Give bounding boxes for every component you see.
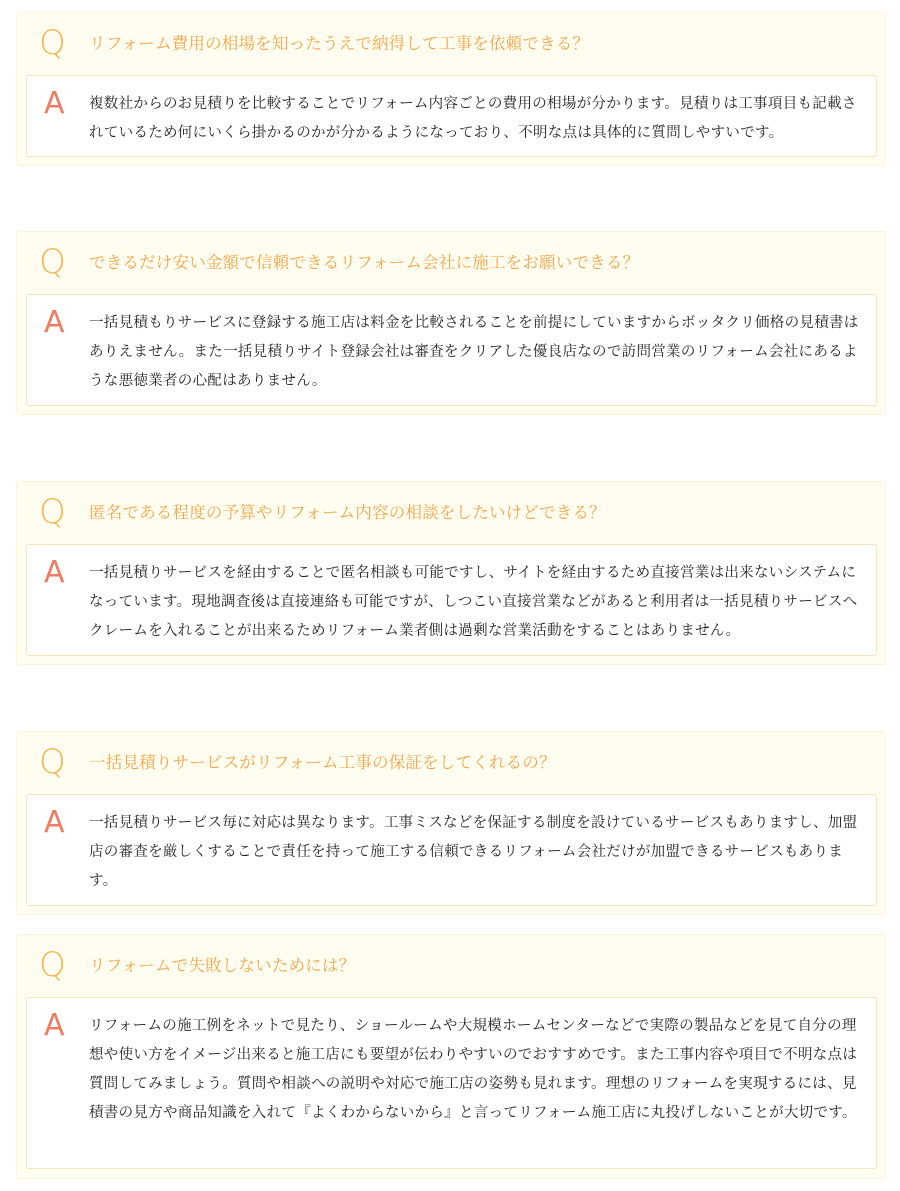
answer-text: 一括見積りサービス毎に対応は異なります。工事ミスなどを保証する制度を設けているサービスもありますし、加盟店の審査を厳しくすることで責任を持って施工する信頼できるリフォーム会社だけが加盟できるサービスもあります。 xyxy=(89,815,858,889)
faq-question xyxy=(17,232,885,294)
faq-answer xyxy=(26,294,877,406)
faq-item xyxy=(16,934,886,1179)
faq-question xyxy=(17,13,885,75)
faq-question xyxy=(17,732,885,794)
faq-item xyxy=(16,481,886,665)
question-mark-icon: Q xyxy=(39,492,66,532)
answer-mark-icon: A xyxy=(44,86,65,121)
answer-text: 一括見積りサービスを経由することで匿名相談も可能ですし、サイトを経由するため直接営業は出来ないシステムになっています。現地調査後は直接連絡も可能ですが、しつこい直接営業などがあると利用者は一括見積りサービスへクレームを入れることが出来るためリフォーム業者側は過剰な営業活動をすることはありません。 xyxy=(89,565,858,639)
question-text: できるだけ安い金額で信頼できるリフォーム会社に施工をお願いできる？ xyxy=(89,253,640,272)
answer-text: リフォームの施工例をネットで見たり、ショールームや大規模ホームセンターなどで実際の製品などを見て自分の理想や使い方をイメージ出来ると施工店にも要望が伝わりやすいのでおすすめです。また工事内容や項目で不明な点は質問してみましょう。質問や相談への説明や対応で施工店の姿勢も見れます。理想のリフォームを実現するには、見積書の見方や商品知識を入れて『よくわからないから』と言ってリフォーム施工店に丸投げしないことが大切です。 xyxy=(89,1018,858,1121)
answer-mark-icon: A xyxy=(44,305,65,340)
faq-question xyxy=(17,935,885,997)
faq-answer xyxy=(26,997,877,1169)
answer-mark-icon: A xyxy=(44,805,65,840)
answer-text: 複数社からのお見積りを比較することでリフォーム内容ごとの費用の相場が分かります。見積りは工事項目も記載されているため何にいくら掛かるのかが分かるようになっており、不明な点は具体的に質問しやすいです。 xyxy=(89,96,857,141)
answer-text: 一括見積もりサービスに登録する施工店は料金を比較されることを前提にしていますからボッタクリ価格の見積書はありえません。また一括見積りサイト登録会社は審査をクリアした優良店なので訪問営業のリフォーム会社にあるような悪徳業者の心配はありません。 xyxy=(89,315,859,389)
faq-answer xyxy=(26,544,877,656)
question-text: リフォーム費用の相場を知ったうえで納得して工事を依頼できる？ xyxy=(89,34,590,53)
faq-item xyxy=(16,731,886,915)
question-text: 一括見積りサービスがリフォーム工事の保証をしてくれるの？ xyxy=(89,753,556,772)
question-text: リフォームで失敗しないためには？ xyxy=(89,956,356,975)
question-mark-icon: Q xyxy=(39,742,66,782)
faq-question xyxy=(17,482,885,544)
faq-answer xyxy=(26,75,877,157)
faq-answer xyxy=(26,794,877,906)
question-mark-icon: Q xyxy=(39,945,66,985)
question-text: 匿名である程度の予算やリフォーム内容の相談をしたいけどできる？ xyxy=(89,503,606,522)
faq-item xyxy=(16,231,886,415)
answer-mark-icon: A xyxy=(44,555,65,590)
answer-mark-icon: A xyxy=(44,1008,65,1043)
faq-item xyxy=(16,12,886,166)
question-mark-icon: Q xyxy=(39,242,66,282)
question-mark-icon: Q xyxy=(39,23,66,63)
